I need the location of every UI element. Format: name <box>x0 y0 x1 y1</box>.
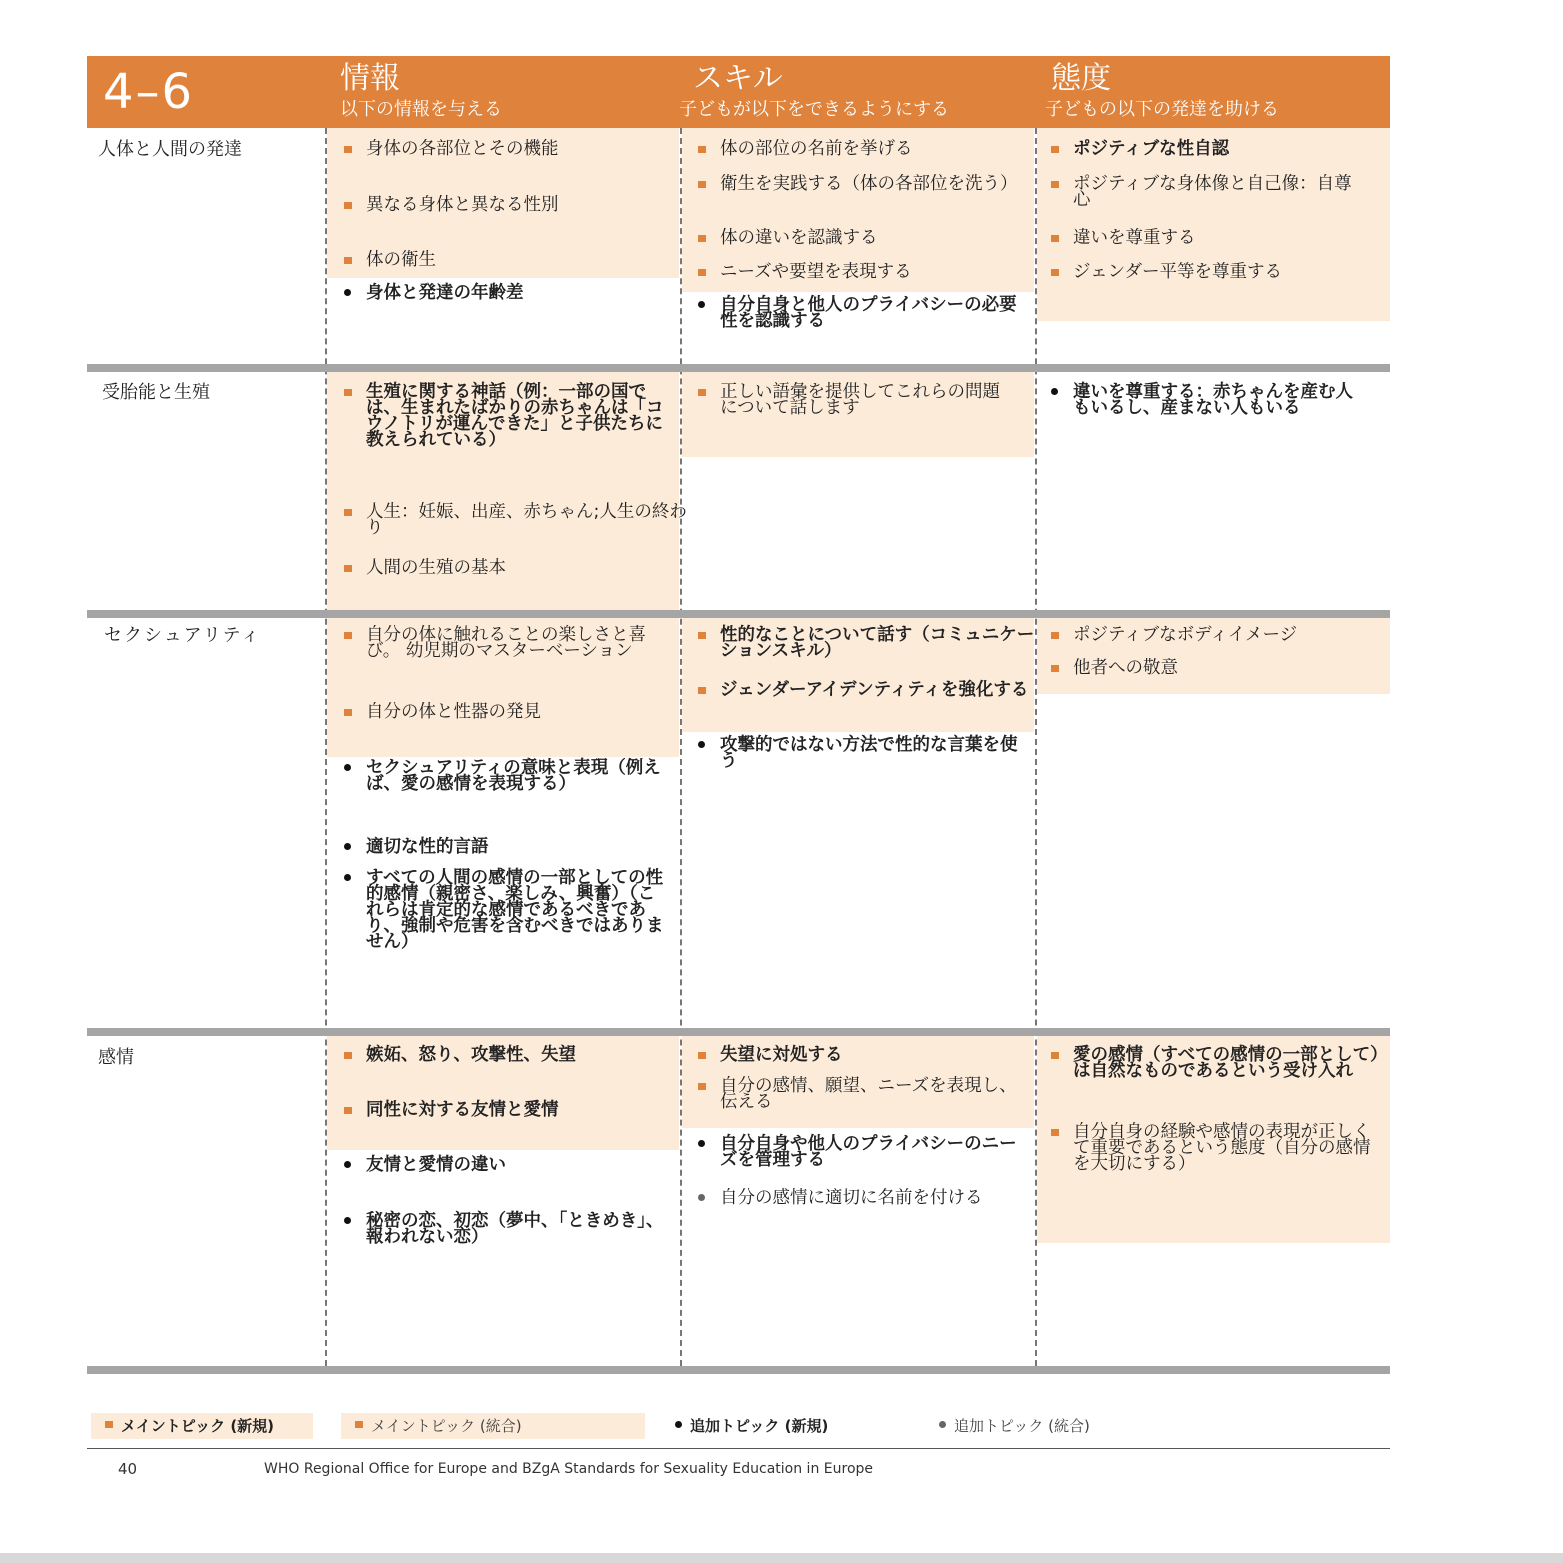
main-topic-marker <box>698 687 706 694</box>
main-topic-marker <box>1051 632 1059 639</box>
topic-label: 感情 <box>98 1047 134 1068</box>
skill-item: 自分自身や他人のプライバシーのニーズを管理する <box>698 1136 1020 1168</box>
main-topic-marker <box>344 1107 352 1114</box>
attitude-item: ジェンダー平等を尊重する <box>1051 264 1393 280</box>
info-item: 嫉妬、怒り、攻撃性、失望 <box>344 1047 686 1063</box>
attitude-item: ポジティブな性自認 <box>1051 141 1393 157</box>
info-item: すべての人間の感情の一部としての性的感情（親密さ、楽しみ、興奮）（これらは肯定的な感情であるべきであり、強制や危害を含むべきではありません） <box>344 870 666 950</box>
skill-item: 体の違いを認識する <box>698 230 1020 246</box>
info-item: 体の衛生 <box>344 252 686 268</box>
additional-topic-bullet <box>675 1421 682 1428</box>
info-item: 人生：妊娠、出産、赤ちゃん;人生の終わり <box>344 504 696 536</box>
skill-item: 失望に対処する <box>698 1047 1040 1063</box>
additional-topic-bullet <box>344 764 351 771</box>
page-number: 40 <box>118 1460 138 1478</box>
attitude-item: 違いを尊重する <box>1051 230 1393 246</box>
main-topic-marker <box>344 1052 352 1059</box>
additional-topic-bullet <box>344 1161 351 1168</box>
info-item: 身体の各部位とその機能 <box>344 141 686 157</box>
info-item: 友情と愛情の違い <box>344 1157 686 1173</box>
main-topic-marker <box>105 1421 113 1428</box>
skill-item: 自分の感情に適切に名前を付ける <box>698 1190 1020 1206</box>
main-topic-marker <box>344 389 352 396</box>
main-topic-marker <box>1051 1129 1059 1136</box>
header-band <box>87 56 1390 128</box>
main-topic-marker <box>344 509 352 516</box>
skill-item: 攻撃的ではない方法で性的な言葉を使う <box>698 737 1020 769</box>
attitude-item: 他者への敬意 <box>1051 660 1393 676</box>
additional-topic-bullet <box>344 874 351 881</box>
main-topic-marker <box>344 709 352 716</box>
skill-item: ニーズや要望を表現する <box>698 264 1020 280</box>
skill-item: 体の部位の名前を挙げる <box>698 141 1020 157</box>
additional-topic-bullet <box>344 289 351 296</box>
main-topic-marker <box>1051 181 1059 188</box>
additional-topic-bullet <box>698 301 705 308</box>
column-subtitle: 子どもが以下をできるようにする <box>679 99 949 120</box>
info-item: 秘密の恋、初恋（夢中、「ときめき」、報われない恋） <box>344 1213 666 1245</box>
legend-main-integrated: メイントピック (統合) <box>341 1413 645 1439</box>
info-item: 適切な性的言語 <box>344 839 686 855</box>
attitude-item: ポジティブなボディイメージ <box>1051 627 1403 643</box>
topic-label: セクシュアリティ <box>104 625 262 646</box>
main-topic-marker <box>1051 269 1059 276</box>
attitude-item: 違いを尊重する：赤ちゃんを産む人もいるし、産まない人もいる <box>1051 384 1363 416</box>
age-range: 4–6 <box>103 64 195 120</box>
additional-topic-bullet <box>939 1421 946 1428</box>
column-title: スキル <box>693 61 783 96</box>
info-item: 同性に対する友情と愛情 <box>344 1102 686 1118</box>
info-item: 人間の生殖の基本 <box>344 560 686 576</box>
main-topic-marker <box>344 202 352 209</box>
info-item: 生殖に関する神話（例：一部の国では、生まれたばかりの赤ちゃんは「コウノトリが運んできた」と子供たちに教えられている） <box>344 384 676 448</box>
legend-additional-integrated: 追加トピック (統合) <box>939 1413 1090 1439</box>
main-topic-marker <box>698 181 706 188</box>
main-topic-marker <box>1051 1052 1059 1059</box>
skill-item: 性的なことについて話す（コミュニケーションスキル） <box>698 627 1040 659</box>
attitude-item: ポジティブな身体像と自己像：自尊心 <box>1051 176 1363 208</box>
footer-rule <box>87 1448 1390 1449</box>
info-item: 身体と発達の年齢差 <box>344 285 686 301</box>
info-item: 自分の体と性器の発見 <box>344 704 686 720</box>
main-topic-marker <box>344 632 352 639</box>
main-topic-marker <box>1051 235 1059 242</box>
column-divider <box>680 128 682 1366</box>
row-separator <box>87 1366 1390 1374</box>
main-topic-marker <box>698 632 706 639</box>
skill-item: 衛生を実践する（体の各部位を洗う） <box>698 172 1010 196</box>
column-header-attitudes <box>1045 60 1279 122</box>
attitude-item: 愛の感情（すべての感情の一部として）は自然なものであるという受け入れ <box>1051 1047 1383 1079</box>
topic-label: 人体と人間の発達 <box>98 139 242 160</box>
main-topic-marker <box>1051 665 1059 672</box>
legend-main-new: メイントピック (新規) <box>91 1413 313 1439</box>
footer-text: WHO Regional Office for Europe and BZgA Standards for Sexuality Education in Europe <box>264 1461 874 1477</box>
row-separator <box>87 610 1390 618</box>
topic-label: 受胎能と生殖 <box>102 382 210 403</box>
main-topic-marker <box>355 1421 363 1428</box>
main-topic-marker <box>698 146 706 153</box>
column-header-info <box>340 60 502 122</box>
attitude-item: 自分自身の経験や感情の表現が正しくて重要であるという態度（自分の感情を大切にする） <box>1051 1124 1383 1172</box>
column-subtitle: 以下の情報を与える <box>340 99 502 120</box>
info-item: セクシュアリティの意味と表現（例えば、愛の感情を表現する） <box>344 760 666 792</box>
skill-item: ジェンダーアイデンティティを強化する <box>698 682 1040 698</box>
additional-topic-bullet <box>344 843 351 850</box>
additional-topic-bullet <box>1051 388 1058 395</box>
additional-topic-bullet <box>698 741 705 748</box>
main-topic-marker <box>698 235 706 242</box>
main-topic-marker <box>344 565 352 572</box>
column-title: 情報 <box>340 61 400 96</box>
skill-item: 自分自身と他人のプライバシーの必要性を認識する <box>698 297 1020 329</box>
column-header-skills <box>679 60 949 122</box>
legend-additional-new: 追加トピック (新規) <box>675 1413 828 1439</box>
skill-item: 自分の感情、願望、ニーズを表現し、伝える <box>698 1078 1020 1110</box>
additional-topic-bullet <box>698 1194 705 1201</box>
main-topic-marker <box>698 1083 706 1090</box>
main-topic-marker <box>1051 146 1059 153</box>
additional-topic-bullet <box>698 1140 705 1147</box>
row-separator <box>87 1028 1390 1036</box>
main-topic-marker <box>344 146 352 153</box>
column-title: 態度 <box>1051 61 1111 96</box>
main-topic-marker <box>344 257 352 264</box>
page-bottom-strip <box>0 1553 1563 1563</box>
info-item: 自分の体に触れることの楽しさと喜び。 幼児期のマスターベーション <box>344 627 676 659</box>
row-separator <box>87 364 1390 372</box>
info-item: 異なる身体と異なる性別 <box>344 197 686 213</box>
column-subtitle: 子どもの以下の発達を助ける <box>1045 99 1279 120</box>
main-topic-marker <box>698 1052 706 1059</box>
additional-topic-bullet <box>344 1217 351 1224</box>
main-topic-marker <box>698 389 706 396</box>
skill-item: 正しい語彙を提供してこれらの問題について話します <box>698 384 1010 416</box>
main-topic-marker <box>698 269 706 276</box>
